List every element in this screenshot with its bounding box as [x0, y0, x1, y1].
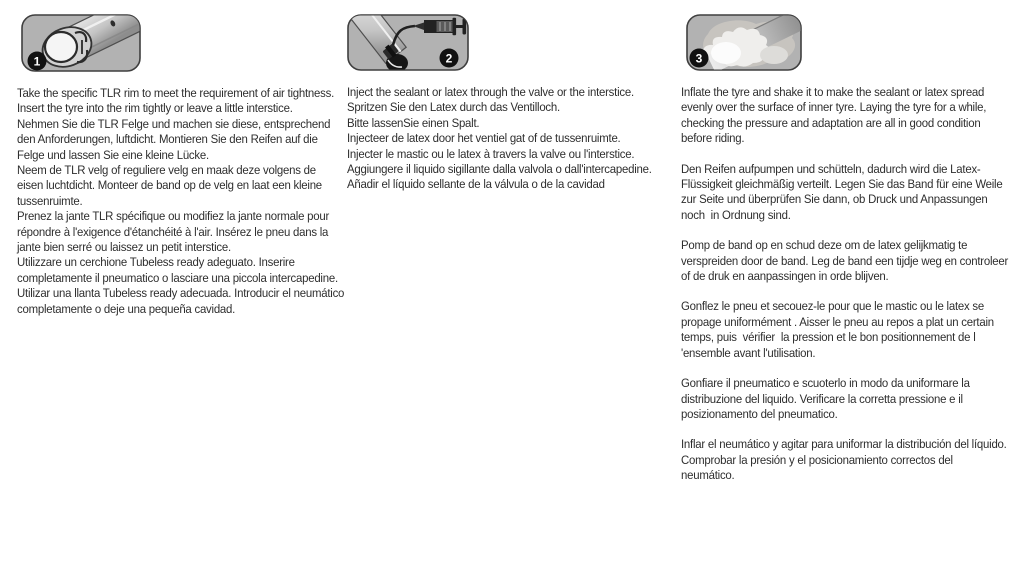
step-2-column — [347, 14, 703, 193]
syringe-collar — [424, 20, 436, 33]
step2-text-dutch: Injecteer de latex door het ventiel gat of de tussenruimte. — [347, 131, 621, 146]
sealant-splash-highlight — [711, 42, 741, 64]
step1-text-french: Prenez la jante TLR spécifique ou modifiez la jante normale pour répondre à l'exigence d'étanchéité à l'air. Insérez le pneu dans la jante bien serré ou laissez un petit interstice. — [17, 209, 332, 255]
step-number-badge — [690, 49, 709, 68]
step-1-column — [17, 14, 373, 317]
step-number-badge — [28, 52, 47, 71]
step-3-column — [681, 14, 1024, 484]
step-3-text — [681, 85, 1012, 484]
step2-text-english: Inject the sealant or latex through the valve or the interstice. — [347, 85, 634, 99]
step3-text-dutch: Pomp de band op en schud deze om de latex gelijkmatig te verspreiden door de band. Leg de band een tijdje weg en controleer of de druk en aanpassingen in orde blijven. — [681, 238, 1012, 284]
tyre-bead — [45, 32, 77, 62]
syringe-plunger-rod — [456, 25, 464, 28]
rim-with-tyre-bead-cross-section-icon — [21, 14, 141, 72]
step3-text-german: Den Reifen aufpumpen und schütteln, dadurch wird die Latex- Flüssigkeit gleichmäßig verteilt. Legen Sie das Band für eine Weile zur Seite und überprüfen Sie dann, ob Druck und Anpassungen noch in Ordnung sind. — [681, 161, 1009, 222]
step1-text-english: Take the specific TLR rim to meet the requirement of air tightness. Insert the tyre into the rim tightly or leave a little interstice. — [17, 86, 337, 116]
step-number-badge — [440, 49, 459, 68]
step2-text-german-2: Bitte lassenSie einen Spalt. — [347, 115, 480, 130]
step2-text-spanish: Añadir el líquido sellante de la válvula o de la cavidad — [347, 177, 605, 192]
syringe-injecting-sealant-into-valve-icon — [347, 14, 469, 71]
step2-text-italian: Aggiungere il liquido sigillante dalla valvola o dall'intercapedine. — [347, 162, 652, 177]
step3-text-spanish: Inflar el neumático y agitar para uniformar la distribución del líquido. Comprobar la presión y el posicionamiento correctos del neumático. — [681, 437, 1010, 483]
step-number: 3 — [695, 51, 703, 66]
step1-text-italian: Utilizzare un cerchione Tubeless ready adeguato. Inserire completamente il pneumatico o lasciare una piccola intercapedine. — [17, 255, 338, 285]
step3-text-english: Inflate the tyre and shake it to make the sealant or latex spread evenly over the surface of inner tyre. Laying the tyre for a while, checking the pressure and adaptation are all in good condition before riding. — [681, 85, 990, 146]
step3-text-french: Gonflez le pneu et secouez-le pour que le mastic ou le latex se propage uniformément . Aisser le pneu au repos a plat un certain temps, puis vérifier la pression et le bon positionnement de l 'ensemble avant l'utilisation. — [681, 299, 997, 360]
step-2-text — [347, 85, 675, 193]
step3-text-italian: Gonfiare il pneumatico e scuoterlo in modo da uniformare la distribuzione del liquido. Verificare la corretta pressione e il posizionamento del pneumatico. — [681, 376, 973, 421]
step2-text-german: Spritzen Sie den Latex durch das Ventilloch. — [347, 100, 560, 115]
step1-text-spanish: Utilizar una llanta Tubeless ready adecuada. Introducir el neumático completamente o deje una pequeña cavidad. — [17, 286, 348, 316]
step2-text-french: Injecter le mastic ou le latex à travers la valve ou l'interstice. — [347, 146, 635, 161]
step-1-text — [17, 86, 348, 317]
step-number: 2 — [445, 51, 453, 66]
step-number: 1 — [33, 54, 41, 69]
step1-text-dutch: Neem de TLR velg of reguliere velg en maak deze volgens de eisen luchtdicht. Monteer de band op de velg en laat een kleine tussenruimte. — [17, 163, 325, 208]
sealant-splash-right — [760, 46, 788, 64]
syringe-flange — [453, 18, 457, 36]
tyre-with-sealant-splash-icon — [686, 14, 802, 71]
step1-text-german: Nehmen Sie die TLR Felge und machen sie diese, entsprechend den Anforderungen, luftdicht. Montieren Sie den Reifen auf die Felge und lassen Sie eine kleine Lücke. — [17, 116, 334, 162]
